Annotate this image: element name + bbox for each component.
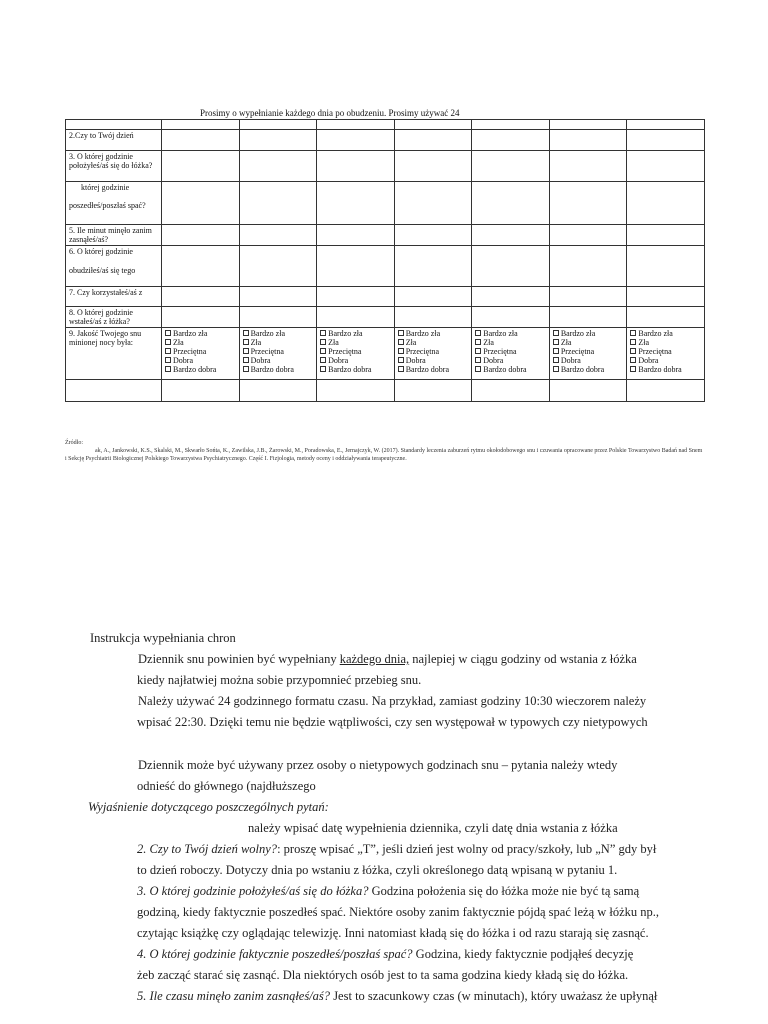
table-row [66,120,705,130]
quality-option[interactable]: Dobra [475,356,546,365]
checkbox-icon[interactable] [630,366,636,372]
checkbox-icon[interactable] [243,357,249,363]
checkbox-icon[interactable] [475,366,481,372]
quality-option[interactable]: Bardzo dobra [398,365,469,374]
table-row [66,151,705,182]
quality-option-list [475,329,546,374]
table-row [66,328,705,380]
checkbox-icon[interactable] [165,357,171,363]
checkbox-icon[interactable] [243,348,249,354]
sleep-diary-table [65,119,705,402]
instructions-title: Instrukcja wypełniania chron [90,631,236,645]
quality-options [549,328,627,380]
quality-option[interactable]: Dobra [398,356,469,365]
quality-option[interactable]: Bardzo zła [475,329,546,338]
checkbox-icon[interactable] [165,366,171,372]
instructions-paragraph: Dziennik snu powinien być wypełniany każdego dnia, najlepiej w ciągu godziny od wstania z łóżka [138,652,637,666]
checkbox-icon[interactable] [553,330,559,336]
checkbox-icon[interactable] [398,357,404,363]
table-row [66,287,705,307]
quality-option[interactable]: Przeciętna [320,347,391,356]
quality-option[interactable]: Dobra [243,356,314,365]
quality-option[interactable]: Bardzo dobra [243,365,314,374]
checkbox-icon[interactable] [630,357,636,363]
checkbox-icon[interactable] [475,330,481,336]
checkbox-icon[interactable] [553,366,559,372]
quality-options [394,328,472,380]
quality-option[interactable]: Zła [553,338,624,347]
quality-option[interactable]: Zła [243,338,314,347]
quality-option[interactable]: Bardzo zła [630,329,701,338]
source-text: ak, A., Jankowski, K.S., Skalski, M., Skwarło Sońta, K., Zawilska, J.B., Żarowski, M., Poradowska, E., Jernajczyk, W. (2017). Standardy leczenia zaburzeń rytmu okołodobowego snu i czuwania opracowane przez Polskie Towarzystwo Badań nad Snem i Sekcję Psychiatrii Biologicznej Polskiego Towarzystwa Psychiatrycznego. Część I. Fizjologia, metody oceny i oddziaływania terapeutyczne. [65,448,703,462]
row-label-q9: 9. Jakość Twojego snu minionej nocy była: [66,328,162,380]
quality-options [317,328,395,380]
source-citation [65,439,705,463]
quality-option[interactable]: Dobra [553,356,624,365]
checkbox-icon[interactable] [243,366,249,372]
row-label-q8: 8. O której godzinie wstałeś/aś z łóżka? [66,307,162,328]
quality-option[interactable]: Zła [630,338,701,347]
quality-option-list [243,329,314,374]
row-label-q4: której godzinie poszedłeś/poszłaś spać? [66,182,162,225]
checkbox-icon[interactable] [398,366,404,372]
row-label-q2: 2.Czy to Twój dzień [66,130,162,151]
quality-option[interactable]: Bardzo dobra [320,365,391,374]
quality-option-list [398,329,469,374]
checkbox-icon[interactable] [243,339,249,345]
quality-option-list [165,329,236,374]
quality-option[interactable]: Przeciętna [475,347,546,356]
explanation-title: Wyjaśnienie dotyczącego poszczególnych pytań: [88,800,329,814]
checkbox-icon[interactable] [475,339,481,345]
row-label-q3: 3. O której godzinie położyłeś/aś się do łóżka? [66,151,162,182]
quality-option[interactable]: Bardzo zła [165,329,236,338]
checkbox-icon[interactable] [320,330,326,336]
checkbox-icon[interactable] [320,366,326,372]
row-label-q7: 7. Czy korzystałeś/aś z [66,287,162,307]
table-row [66,225,705,246]
quality-option[interactable]: Bardzo dobra [630,365,701,374]
quality-option[interactable]: Bardzo zła [243,329,314,338]
checkbox-icon[interactable] [165,330,171,336]
quality-option[interactable]: Bardzo zła [398,329,469,338]
checkbox-icon[interactable] [630,330,636,336]
checkbox-icon[interactable] [320,348,326,354]
quality-option[interactable]: Przeciętna [630,347,701,356]
table-row [66,380,705,402]
row-label-q6: 6. O której godzinie obudziłeś/aś się tego [66,246,162,287]
quality-option[interactable]: Dobra [630,356,701,365]
checkbox-icon[interactable] [553,339,559,345]
quality-option[interactable]: Bardzo zła [320,329,391,338]
quality-option[interactable]: Bardzo zła [553,329,624,338]
quality-options [162,328,240,380]
quality-options [472,328,550,380]
table-row [66,130,705,151]
checkbox-icon[interactable] [165,348,171,354]
checkbox-icon[interactable] [630,339,636,345]
quality-option-list [630,329,701,374]
instructions: Instrukcja wypełniania chron Dziennik snu powinien być wypełniany każdego dnia, najlepiej w ciągu godziny od wstania z łóżka kiedy najłatwiej można sobie przypomnieć przebieg snu. Należy używać 24 godzinnego formatu czasu. Na przykład, zamiast godziny 10:30 wieczorem należy wpisać 22:30. Dzięki temu nie będzie wątpliwości, czy sen występował w typowych czy nietypowych Dziennik może być używany przez osoby o nietypowych godzinach snu – pytania należy wtedy odnieść do głównego (najdłuższego Wyjaśnienie dotyczącego poszczególnych pytań: należy wpisać datę wypełnienia dziennika, czyli datę dnia wstania z łóżka 2. Czy to Twój dzień wolny?: proszę wpisać „T”, jeśli dzień jest wolny od pracy/szkoły, lub „N” gdy był to dzień roboczy. Dotyczy dnia po wstaniu z łóżka, czyli określonego datą wpisaną w pytaniu 1. 3. O której godzinie położyłeś/aś się do łóżka? Godzina położenia się do łóżka może nie być tą samą godziną, kiedy faktycznie poszedłeś spać. Niektóre osoby zanim faktycznie pójdą spać leżą w łóżku np., czytając książkę czy oglądając telewizję. Inni natomiast kładą się do łóżka i od razu starają się zasnąć. 4. O której godzinie faktycznie poszedłeś/poszłaś spać? Godzina, kiedy faktycznie podjąłeś decyzję żeb zacząć starać się zasnąć. Dla niektórych osób jest to ta sama godzina kiedy kładą się do łóżka. 5. Ile czasu minęło zanim zasnąłeś/aś? Jest to szacunkowy czas (w minutach), który uważasz że upłynął [90,628,690,1007]
table-row [66,307,705,328]
quality-options [239,328,317,380]
checkbox-icon[interactable] [320,357,326,363]
quality-option[interactable]: Bardzo dobra [475,365,546,374]
quality-options [627,328,705,380]
quality-option[interactable]: Dobra [165,356,236,365]
quality-option[interactable]: Zła [320,338,391,347]
source-label: Źródło: [65,440,83,446]
quality-option-list [553,329,624,374]
table-row [66,246,705,287]
checkbox-icon[interactable] [398,339,404,345]
quality-option[interactable]: Przeciętna [165,347,236,356]
quality-option[interactable]: Przeciętna [243,347,314,356]
quality-option[interactable]: Zła [165,338,236,347]
checkbox-icon[interactable] [320,339,326,345]
checkbox-icon[interactable] [165,339,171,345]
checkbox-icon[interactable] [398,348,404,354]
table-row [66,182,705,225]
checkbox-icon[interactable] [398,330,404,336]
quality-option[interactable]: Zła [398,338,469,347]
checkbox-icon[interactable] [243,330,249,336]
quality-option[interactable]: Przeciętna [553,347,624,356]
quality-option[interactable]: Bardzo dobra [553,365,624,374]
quality-option[interactable]: Bardzo dobra [165,365,236,374]
row-label-q5: 5. Ile minut minęło zanim zasnąłeś/aś? [66,225,162,246]
quality-option[interactable]: Przeciętna [398,347,469,356]
checkbox-icon[interactable] [553,348,559,354]
table-caption: Prosimy o wypełnianie każdego dnia po obudzeniu. Prosimy używać 24 [200,108,460,118]
quality-option[interactable]: Zła [475,338,546,347]
checkbox-icon[interactable] [630,348,636,354]
checkbox-icon[interactable] [475,348,481,354]
quality-option-list [320,329,391,374]
quality-option[interactable]: Dobra [320,356,391,365]
checkbox-icon[interactable] [475,357,481,363]
checkbox-icon[interactable] [553,357,559,363]
